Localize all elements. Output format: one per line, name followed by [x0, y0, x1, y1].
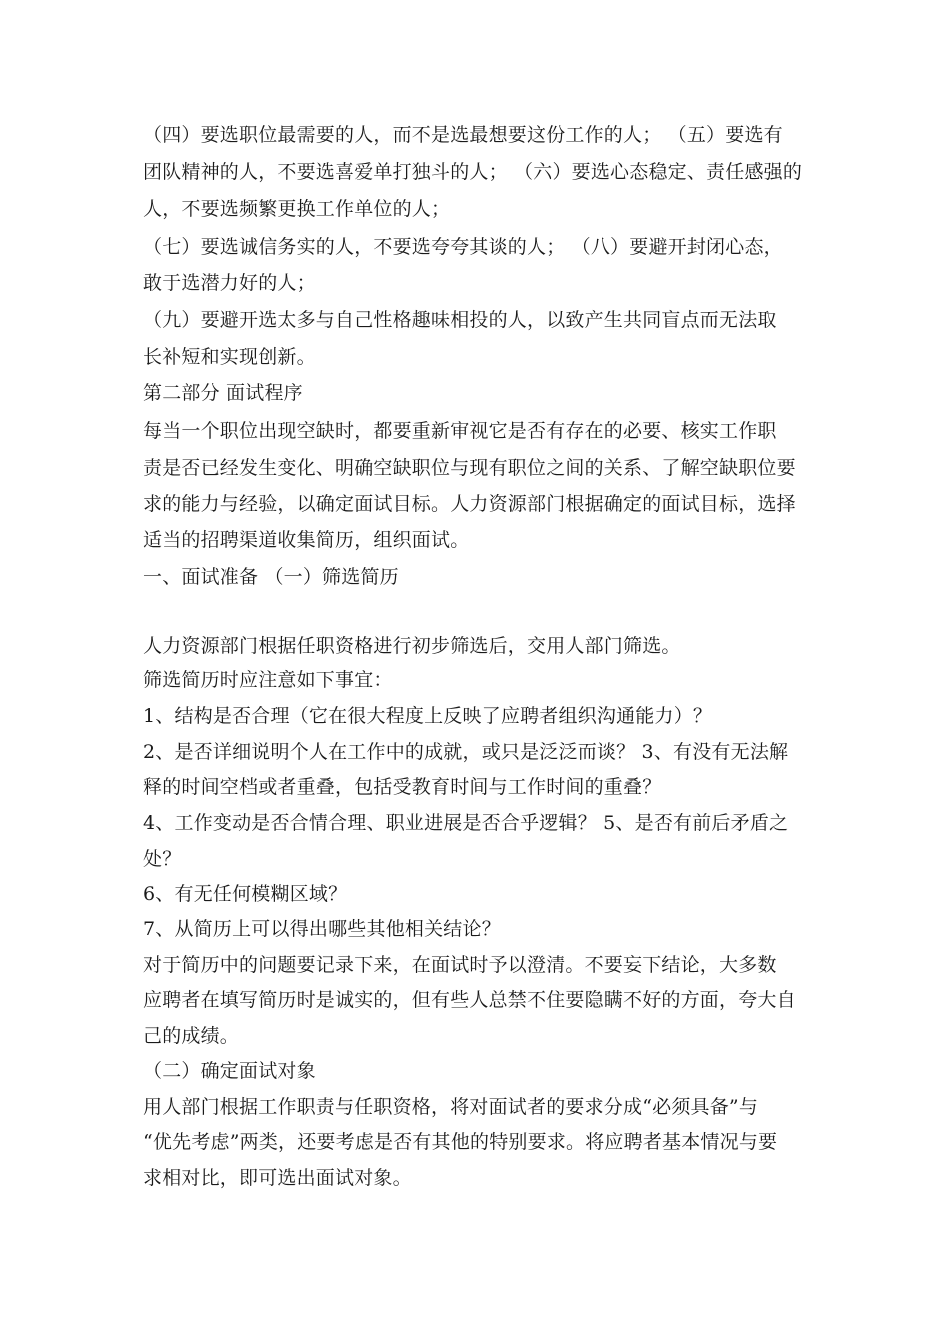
text-line: 每当一个职位出现空缺时，都要重新审视它是否有存在的必要、核实工作职 — [143, 420, 777, 442]
text-line: 责是否已经发生变化、明确空缺职位与现有职位之间的关系、了解空缺职位要 — [143, 457, 796, 479]
text-line: 己的成绩。 — [143, 1025, 240, 1047]
text-line: 应聘者在填写简历时是诚实的，但有些人总禁不住要隐瞒不好的方面，夸大自 — [143, 989, 796, 1011]
text-line: （七）要选诚信务实的人，不要选夸夸其谈的人； （八）要避开封闭心态， — [143, 236, 783, 258]
text-line: （四）要选职位最需要的人，而不是选最想要这份工作的人； （五）要选有 — [143, 124, 783, 146]
list-item: 2、是否详细说明个人在工作中的成就，或只是泛泛而谈？ 3、有没有无法解 — [143, 741, 789, 763]
subsection-heading: 一、面试准备 （一）筛选简历 — [143, 566, 399, 588]
text-line: 对于简历中的问题要记录下来，在面试时予以澄清。不要妄下结论，大多数 — [143, 954, 777, 976]
list-item: 1、结构是否合理（它在很大程度上反映了应聘者组织沟通能力）？ — [143, 705, 713, 727]
text-line: 敢于选潜力好的人； — [143, 272, 316, 294]
text-line: 人力资源部门根据任职资格进行初步筛选后，交用人部门筛选。 — [143, 635, 681, 657]
text-line: 长补短和实现创新。 — [143, 346, 316, 368]
list-item: 7、从简历上可以得出哪些其他相关结论？ — [143, 918, 501, 940]
list-item: 6、有无任何模糊区域？ — [143, 883, 348, 905]
text-line: 人，不要选频繁更换工作单位的人； — [143, 198, 451, 220]
blank-line — [143, 600, 823, 624]
list-item: 4、工作变动是否合情合理、职业进展是否合乎逻辑？ 5、是否有前后矛盾之 — [143, 812, 789, 834]
text-line: 团队精神的人，不要选喜爱单打独斗的人； （六）要选心态稳定、责任感强的 — [143, 161, 803, 183]
text-line: 释的时间空档或者重叠，包括受教育时间与工作时间的重叠？ — [143, 776, 662, 798]
section-heading: 第二部分 面试程序 — [143, 382, 303, 404]
text-line: （九）要避开选太多与自己性格趣味相投的人，以致产生共同盲点而无法取 — [143, 309, 777, 331]
text-line: 求相对比，即可选出面试对象。 — [143, 1167, 412, 1189]
text-line: 求的能力与经验，以确定面试目标。人力资源部门根据确定的面试目标，选择 — [143, 493, 796, 515]
text-line: 处？ — [143, 848, 182, 870]
text-line: 用人部门根据工作职责与任职资格，将对面试者的要求分成“必须具备”与 — [143, 1096, 759, 1118]
subsection-heading: （二）确定面试对象 — [143, 1060, 316, 1082]
text-line: 适当的招聘渠道收集简历，组织面试。 — [143, 529, 470, 551]
text-line: “优先考虑”两类，还要考虑是否有其他的特别要求。将应聘者基本情况与要 — [143, 1131, 778, 1153]
text-line: 筛选简历时应注意如下事宜： — [143, 669, 393, 691]
